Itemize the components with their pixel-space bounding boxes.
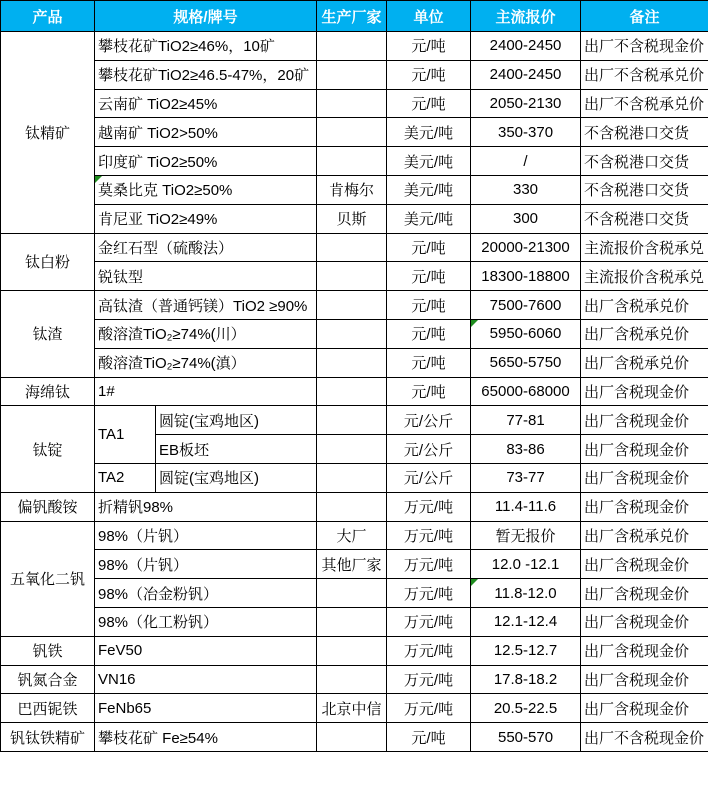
- remark-cell: 主流报价含税承兑: [581, 262, 708, 291]
- price-cell: 83-86: [471, 435, 581, 464]
- spec-cell: EB板坯: [156, 435, 317, 464]
- remark-cell: 出厂含税承兑价: [581, 319, 708, 348]
- unit-cell: 美元/吨: [387, 175, 471, 204]
- spec-cell: 越南矿 TiO2>50%: [95, 118, 317, 147]
- unit-cell: 万元/吨: [387, 550, 471, 579]
- remark-cell: 出厂不含税现金价: [581, 32, 708, 61]
- unit-cell: 万元/吨: [387, 607, 471, 636]
- header-price: 主流报价: [471, 1, 581, 32]
- price-cell: 11.4-11.6: [471, 492, 581, 521]
- table-row: [1, 607, 708, 636]
- manufacturer-cell: [317, 435, 387, 464]
- table-row: [1, 665, 708, 694]
- unit-cell: 美元/吨: [387, 147, 471, 176]
- table-row: [1, 377, 708, 406]
- remark-cell: 出厂含税现金价: [581, 377, 708, 406]
- spec-cell: FeV50: [95, 636, 317, 665]
- product-cell: 巴西铌铁: [1, 694, 95, 723]
- product-cell: 钛白粉: [1, 233, 95, 291]
- spec-cell: 酸溶渣TiO₂≥74%(川）: [95, 319, 317, 348]
- header-remark: 备注: [581, 1, 708, 32]
- header-product: 产品: [1, 1, 95, 32]
- table-row: [1, 32, 708, 61]
- manufacturer-cell: [317, 233, 387, 262]
- remark-cell: 不含税港口交货: [581, 118, 708, 147]
- remark-cell: 出厂含税现金价: [581, 579, 708, 608]
- spec-cell: 98%（片钒）: [95, 521, 317, 550]
- unit-cell: 万元/吨: [387, 579, 471, 608]
- spec-cell: 圆锭(宝鸡地区): [156, 406, 317, 435]
- spec-cell: FeNb65: [95, 694, 317, 723]
- remark-cell: 出厂含税承兑价: [581, 291, 708, 320]
- price-cell: 17.8-18.2: [471, 665, 581, 694]
- price-cell: 5650-5750: [471, 348, 581, 377]
- manufacturer-cell: [317, 723, 387, 752]
- table-row: [1, 406, 708, 435]
- price-cell: 12.0 -12.1: [471, 550, 581, 579]
- product-cell: 钛锭: [1, 406, 95, 492]
- unit-cell: 元/吨: [387, 291, 471, 320]
- price-cell: 11.8-12.0: [471, 579, 581, 608]
- product-cell: 五氧化二钒: [1, 521, 95, 636]
- remark-cell: 出厂含税现金价: [581, 406, 708, 435]
- table-row: [1, 463, 708, 492]
- price-cell: 2050-2130: [471, 89, 581, 118]
- table-row: [1, 319, 708, 348]
- price-cell: 12.1-12.4: [471, 607, 581, 636]
- manufacturer-cell: 其他厂家: [317, 550, 387, 579]
- manufacturer-cell: [317, 607, 387, 636]
- remark-cell: 出厂含税现金价: [581, 694, 708, 723]
- price-cell: 18300-18800: [471, 262, 581, 291]
- price-cell: 5950-6060: [471, 319, 581, 348]
- price-cell: 73-77: [471, 463, 581, 492]
- price-cell: 2400-2450: [471, 32, 581, 61]
- price-cell: 550-570: [471, 723, 581, 752]
- unit-cell: 万元/吨: [387, 694, 471, 723]
- unit-cell: 美元/吨: [387, 118, 471, 147]
- remark-cell: 出厂含税现金价: [581, 550, 708, 579]
- remark-cell: 出厂含税承兑价: [581, 521, 708, 550]
- table-row: [1, 521, 708, 550]
- manufacturer-cell: [317, 377, 387, 406]
- remark-cell: 出厂不含税现金价: [581, 723, 708, 752]
- table-row: [1, 636, 708, 665]
- unit-cell: 万元/吨: [387, 492, 471, 521]
- manufacturer-cell: [317, 319, 387, 348]
- manufacturer-cell: 贝斯: [317, 204, 387, 233]
- manufacturer-cell: [317, 665, 387, 694]
- price-cell: 350-370: [471, 118, 581, 147]
- header-spec: 规格/牌号: [95, 1, 317, 32]
- manufacturer-cell: [317, 147, 387, 176]
- price-cell: 65000-68000: [471, 377, 581, 406]
- unit-cell: 元/公斤: [387, 435, 471, 464]
- remark-cell: 出厂含税现金价: [581, 492, 708, 521]
- spec-cell: 锐钛型: [95, 262, 317, 291]
- table-row: [1, 492, 708, 521]
- manufacturer-cell: 大厂: [317, 521, 387, 550]
- spec-cell: 攀枝花矿TiO2≥46.5-47%，20矿: [95, 60, 317, 89]
- price-cell: 300: [471, 204, 581, 233]
- table-row: [1, 118, 708, 147]
- unit-cell: 元/吨: [387, 32, 471, 61]
- product-cell: 钛渣: [1, 291, 95, 377]
- manufacturer-cell: [317, 348, 387, 377]
- product-cell: 钒氮合金: [1, 665, 95, 694]
- price-cell: 20.5-22.5: [471, 694, 581, 723]
- manufacturer-cell: [317, 60, 387, 89]
- manufacturer-cell: 肯梅尔: [317, 175, 387, 204]
- table-row: [1, 175, 708, 204]
- remark-cell: 出厂含税现金价: [581, 607, 708, 636]
- header-unit: 单位: [387, 1, 471, 32]
- spec-cell: 肯尼亚 TiO2≥49%: [95, 204, 317, 233]
- unit-cell: 万元/吨: [387, 636, 471, 665]
- table-row: [1, 694, 708, 723]
- unit-cell: 元/公斤: [387, 406, 471, 435]
- unit-cell: 美元/吨: [387, 204, 471, 233]
- unit-cell: 元/公斤: [387, 463, 471, 492]
- spec-cell: 云南矿 TiO2≥45%: [95, 89, 317, 118]
- price-cell: 暂无报价: [471, 521, 581, 550]
- manufacturer-cell: [317, 636, 387, 665]
- price-cell: 77-81: [471, 406, 581, 435]
- header-row: [1, 1, 708, 32]
- manufacturer-cell: [317, 492, 387, 521]
- manufacturer-cell: [317, 89, 387, 118]
- table-row: [1, 204, 708, 233]
- unit-cell: 万元/吨: [387, 521, 471, 550]
- remark-cell: 出厂含税现金价: [581, 463, 708, 492]
- spec-cell: 攀枝花矿TiO2≥46%，10矿: [95, 32, 317, 61]
- product-cell: 海绵钛: [1, 377, 95, 406]
- table-row: [1, 147, 708, 176]
- table-row: [1, 262, 708, 291]
- spec-cell: 98%（化工粉钒）: [95, 607, 317, 636]
- spec-cell: 酸溶渣TiO₂≥74%(滇）: [95, 348, 317, 377]
- table-body: [1, 32, 708, 752]
- comment-indicator-icon: [471, 579, 478, 586]
- price-cell: /: [471, 147, 581, 176]
- unit-cell: 元/吨: [387, 348, 471, 377]
- manufacturer-cell: [317, 463, 387, 492]
- spec-cell: 圆锭(宝鸡地区): [156, 463, 317, 492]
- price-cell: 20000-21300: [471, 233, 581, 262]
- table-row: [1, 550, 708, 579]
- unit-cell: 元/吨: [387, 233, 471, 262]
- table-header: [1, 1, 708, 32]
- manufacturer-cell: [317, 262, 387, 291]
- unit-cell: 元/吨: [387, 377, 471, 406]
- table-row: [1, 348, 708, 377]
- price-cell: 12.5-12.7: [471, 636, 581, 665]
- header-manufacturer: 生产厂家: [317, 1, 387, 32]
- manufacturer-cell: [317, 579, 387, 608]
- remark-cell: 出厂不含税承兑价: [581, 89, 708, 118]
- unit-cell: 元/吨: [387, 89, 471, 118]
- table-row: [1, 723, 708, 752]
- table-row: [1, 291, 708, 320]
- remark-cell: 出厂不含税承兑价: [581, 60, 708, 89]
- product-cell: 钛精矿: [1, 32, 95, 234]
- manufacturer-cell: [317, 118, 387, 147]
- remark-cell: 不含税港口交货: [581, 147, 708, 176]
- unit-cell: 元/吨: [387, 60, 471, 89]
- spec-cell: 折精钒98%: [95, 492, 317, 521]
- product-cell: 钒铁: [1, 636, 95, 665]
- comment-indicator-icon: [471, 320, 478, 327]
- table-row: [1, 89, 708, 118]
- spec-cell: 98%（冶金粉钒）: [95, 579, 317, 608]
- grade-cell: TA2: [95, 463, 156, 492]
- grade-cell: TA1: [95, 406, 156, 464]
- table-row: [1, 233, 708, 262]
- spec-cell: 1#: [95, 377, 317, 406]
- remark-cell: 出厂含税现金价: [581, 636, 708, 665]
- table-row: [1, 60, 708, 89]
- spec-cell: 98%（片钒）: [95, 550, 317, 579]
- remark-cell: 主流报价含税承兑: [581, 233, 708, 262]
- spec-cell: 莫桑比克 TiO2≥50%: [95, 175, 317, 204]
- spec-cell: 高钛渣（普通钙镁）TiO2 ≥90%: [95, 291, 317, 320]
- table-row: [1, 579, 708, 608]
- product-cell: 偏钒酸铵: [1, 492, 95, 521]
- price-cell: 330: [471, 175, 581, 204]
- remark-cell: 出厂含税承兑价: [581, 348, 708, 377]
- unit-cell: 万元/吨: [387, 665, 471, 694]
- manufacturer-cell: 北京中信: [317, 694, 387, 723]
- manufacturer-cell: [317, 406, 387, 435]
- spec-cell: 攀枝花矿 Fe≥54%: [95, 723, 317, 752]
- remark-cell: 出厂含税现金价: [581, 665, 708, 694]
- spec-cell: 印度矿 TiO2≥50%: [95, 147, 317, 176]
- price-cell: 2400-2450: [471, 60, 581, 89]
- spec-cell: VN16: [95, 665, 317, 694]
- unit-cell: 元/吨: [387, 262, 471, 291]
- unit-cell: 元/吨: [387, 319, 471, 348]
- unit-cell: 元/吨: [387, 723, 471, 752]
- product-cell: 钒钛铁精矿: [1, 723, 95, 752]
- price-cell: 7500-7600: [471, 291, 581, 320]
- remark-cell: 不含税港口交货: [581, 175, 708, 204]
- remark-cell: 出厂含税现金价: [581, 435, 708, 464]
- manufacturer-cell: [317, 32, 387, 61]
- comment-indicator-icon: [95, 176, 102, 183]
- remark-cell: 不含税港口交货: [581, 204, 708, 233]
- spec-cell: 金红石型（硫酸法）: [95, 233, 317, 262]
- manufacturer-cell: [317, 291, 387, 320]
